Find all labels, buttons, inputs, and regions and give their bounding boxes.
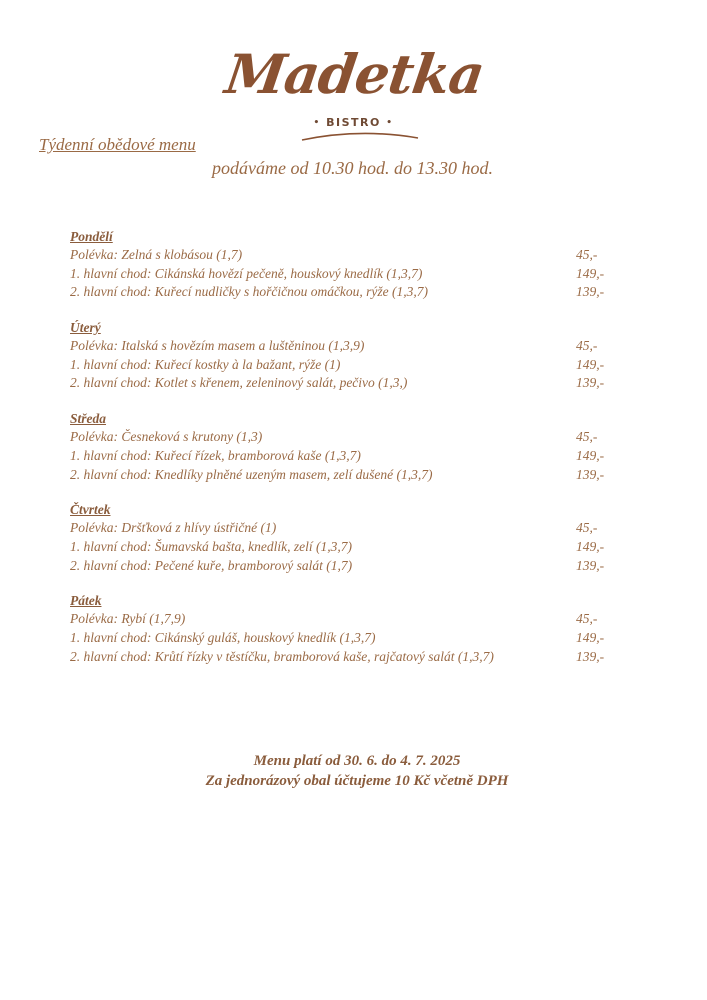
day-name: Úterý	[70, 320, 101, 336]
menu-item-price: 139,-	[576, 466, 605, 482]
menu-item-text: 1. hlavní chod: Cikánská hovězí pečeně, houskový knedlík (1,3,7)	[70, 265, 423, 281]
menu-item	[70, 557, 630, 576]
menu-item-price: 45,-	[576, 247, 598, 262]
menu-item	[70, 337, 630, 356]
menu-item	[70, 374, 630, 393]
menu-item-text: 2. hlavní chod: Kuřecí nudličky s hořčičnou omáčkou, rýže (1,3,7)	[70, 284, 429, 300]
weekly-menu	[70, 228, 630, 683]
menu-item-price: 149,-	[576, 538, 605, 554]
menu-item	[70, 447, 630, 466]
menu-item-text: 1. hlavní chod: Šumavská bašta, knedlík, zelí (1,3,7)	[70, 538, 352, 554]
menu-item	[70, 519, 630, 538]
menu-item-price: 139,-	[576, 557, 605, 573]
menu-item	[70, 629, 630, 648]
menu-item	[70, 610, 630, 629]
menu-item	[70, 538, 630, 557]
day-thursday	[70, 501, 630, 575]
menu-item	[70, 265, 630, 284]
menu-item-text: Polévka: Rybí (1,7,9)	[70, 611, 186, 627]
menu-footer	[0, 751, 707, 791]
menu-item-price: 139,-	[576, 284, 605, 300]
day-monday	[70, 228, 630, 302]
menu-item	[70, 428, 630, 447]
menu-item-text: Polévka: Zelná s klobásou (1,7)	[70, 247, 243, 262]
menu-item-text: Polévka: Česneková s krutony (1,3)	[70, 429, 263, 445]
menu-item-text: 2. hlavní chod: Knedlíky plněné uzeným masem, zelí dušené (1,3,7)	[70, 466, 433, 482]
packaging-note: Za jednorázový obal účtujeme 10 Kč včetně DPH	[205, 773, 509, 789]
logo-swoosh-icon	[300, 130, 420, 144]
brand-subtitle-text: BISTRO	[326, 116, 381, 129]
menu-item	[70, 648, 630, 667]
day-friday	[70, 592, 630, 666]
serving-hours: podáváme od 10.30 hod. do 13.30 hod.	[212, 158, 493, 178]
menu-item-price: 149,-	[576, 356, 605, 372]
menu-item-price: 45,-	[576, 520, 598, 536]
menu-item-text: 1. hlavní chod: Cikánský guláš, houskový knedlík (1,3,7)	[70, 629, 376, 645]
brand-name: Madetka	[221, 42, 488, 106]
weekly-menu-title: Týdenní obědové menu	[39, 135, 196, 154]
brand-subtitle	[0, 116, 707, 129]
menu-item-text: Polévka: Italská s hovězím masem a luštěninou (1,3,9)	[70, 338, 365, 354]
day-wednesday	[70, 410, 630, 484]
menu-item-price: 139,-	[576, 648, 605, 664]
menu-item-price: 149,-	[576, 265, 605, 281]
menu-item-text: 2. hlavní chod: Kotlet s křenem, zeleninový salát, pečivo (1,3,)	[70, 375, 408, 391]
menu-item	[70, 246, 630, 265]
menu-item-price: 139,-	[576, 375, 605, 391]
menu-item-price: 149,-	[576, 447, 605, 463]
menu-item-price: 149,-	[576, 629, 605, 645]
brand-dot-right: •	[386, 118, 394, 128]
day-name: Pátek	[70, 593, 102, 609]
menu-item-text: 1. hlavní chod: Kuřecí kostky à la bažant, rýže (1)	[70, 356, 341, 372]
day-name: Čtvrtek	[70, 502, 111, 518]
menu-item-text: 2. hlavní chod: Krůtí řízky v těstíčku, bramborová kaše, rajčatový salát (1,3,7)	[70, 648, 494, 664]
day-name: Středa	[70, 411, 107, 427]
brand-dot-left: •	[313, 118, 321, 128]
day-tuesday	[70, 319, 630, 393]
menu-item-text: Polévka: Dršťková z hlívy ústřičné (1)	[70, 520, 277, 536]
menu-item-price: 45,-	[576, 338, 598, 354]
menu-item-text: 1. hlavní chod: Kuřecí řízek, bramborová kaše (1,3,7)	[70, 447, 361, 463]
day-name: Pondělí	[70, 229, 113, 244]
menu-item	[70, 356, 630, 375]
menu-item-text: 2. hlavní chod: Pečené kuře, bramborový salát (1,7)	[70, 557, 353, 573]
menu-item	[70, 283, 630, 302]
menu-validity: Menu platí od 30. 6. do 4. 7. 2025	[253, 753, 461, 769]
menu-item-price: 45,-	[576, 429, 598, 445]
menu-item	[70, 466, 630, 485]
menu-item-price: 45,-	[576, 611, 598, 627]
